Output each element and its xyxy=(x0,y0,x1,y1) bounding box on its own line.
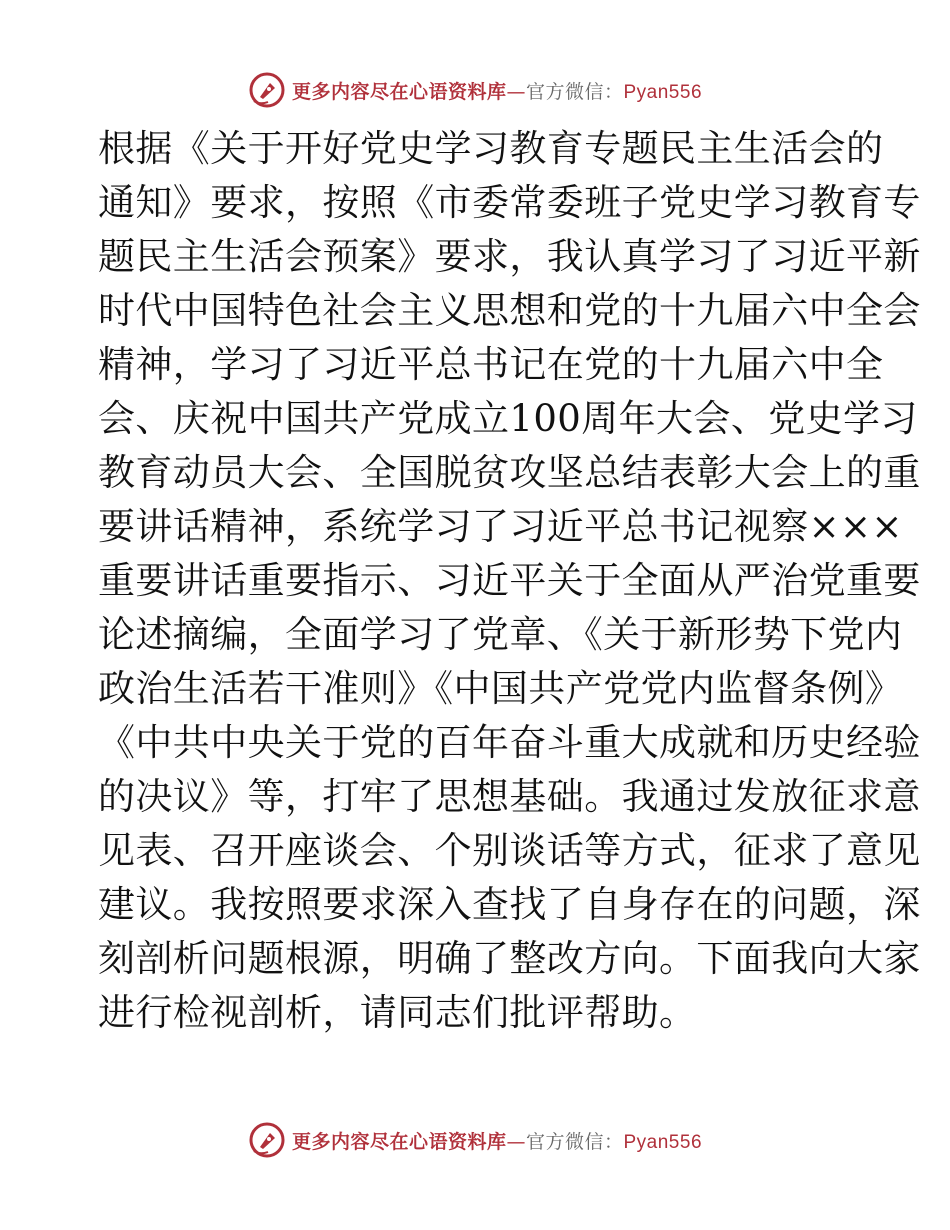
body-line: 《中共中央关于党的百年奋斗重大成就和历史经验 xyxy=(98,721,921,764)
body-line: 要讲话精神，系统学习了习近平总书记视察××× xyxy=(98,505,903,548)
body-line: 的决议》等，打牢了思想基础。我通过发放征求意 xyxy=(98,775,921,818)
body-line: 精神，学习了习近平总书记在党的十九届六中全 xyxy=(98,343,884,386)
body-line: 论述摘编，全面学习了党章、《关于新形势下党内 xyxy=(98,613,903,656)
banner-brand: 更多内容尽在心语资料库 xyxy=(291,80,507,103)
body-line: 重要讲话重要指示、习近平关于全面从严治党重要 xyxy=(98,559,921,602)
body-line: 会、庆祝中国共产党成立100周年大会、党史学习 xyxy=(98,397,918,440)
body-line: 教育动员大会、全国脱贫攻坚总结表彰大会上的重 xyxy=(98,451,921,494)
pen-nib-logo-icon xyxy=(248,1121,286,1159)
banner-official-label: 官方微信： xyxy=(525,1130,624,1153)
banner-separator: — xyxy=(506,80,526,103)
banner-wechat-id: Pyan556 xyxy=(623,81,703,103)
pen-nib-logo-icon xyxy=(248,71,286,109)
body-line: 根据《关于开好党史学习教育专题民主生活会的 xyxy=(98,127,884,170)
body-line: 建议。我按照要求深入查找了自身存在的问题，深 xyxy=(98,883,921,926)
banner-official-label: 官方微信： xyxy=(525,80,624,103)
body-line: 进行检视剖析，请同志们批评帮助。 xyxy=(98,991,697,1034)
banner-brand: 更多内容尽在心语资料库 xyxy=(291,1130,507,1153)
body-line: 见表、召开座谈会、个别谈话等方式，征求了意见 xyxy=(98,829,921,872)
document-body xyxy=(98,122,921,1040)
banner-text xyxy=(292,1127,702,1154)
banner-wechat-id: Pyan556 xyxy=(623,1131,703,1153)
body-line: 题民主生活会预案》要求，我认真学习了习近平新 xyxy=(98,235,921,278)
body-line: 刻剖析问题根源，明确了整改方向。下面我向大家 xyxy=(98,937,921,980)
body-line: 通知》要求，按照《市委常委班子党史学习教育专 xyxy=(98,181,921,224)
header-banner xyxy=(0,70,950,110)
footer-banner xyxy=(0,1120,950,1160)
body-line: 政治生活若干准则》《中国共产党党内监督条例》 xyxy=(98,667,903,710)
banner-text xyxy=(292,77,702,104)
banner-separator: — xyxy=(506,1130,526,1153)
body-line: 时代中国特色社会主义思想和党的十九届六中全会 xyxy=(98,289,921,332)
